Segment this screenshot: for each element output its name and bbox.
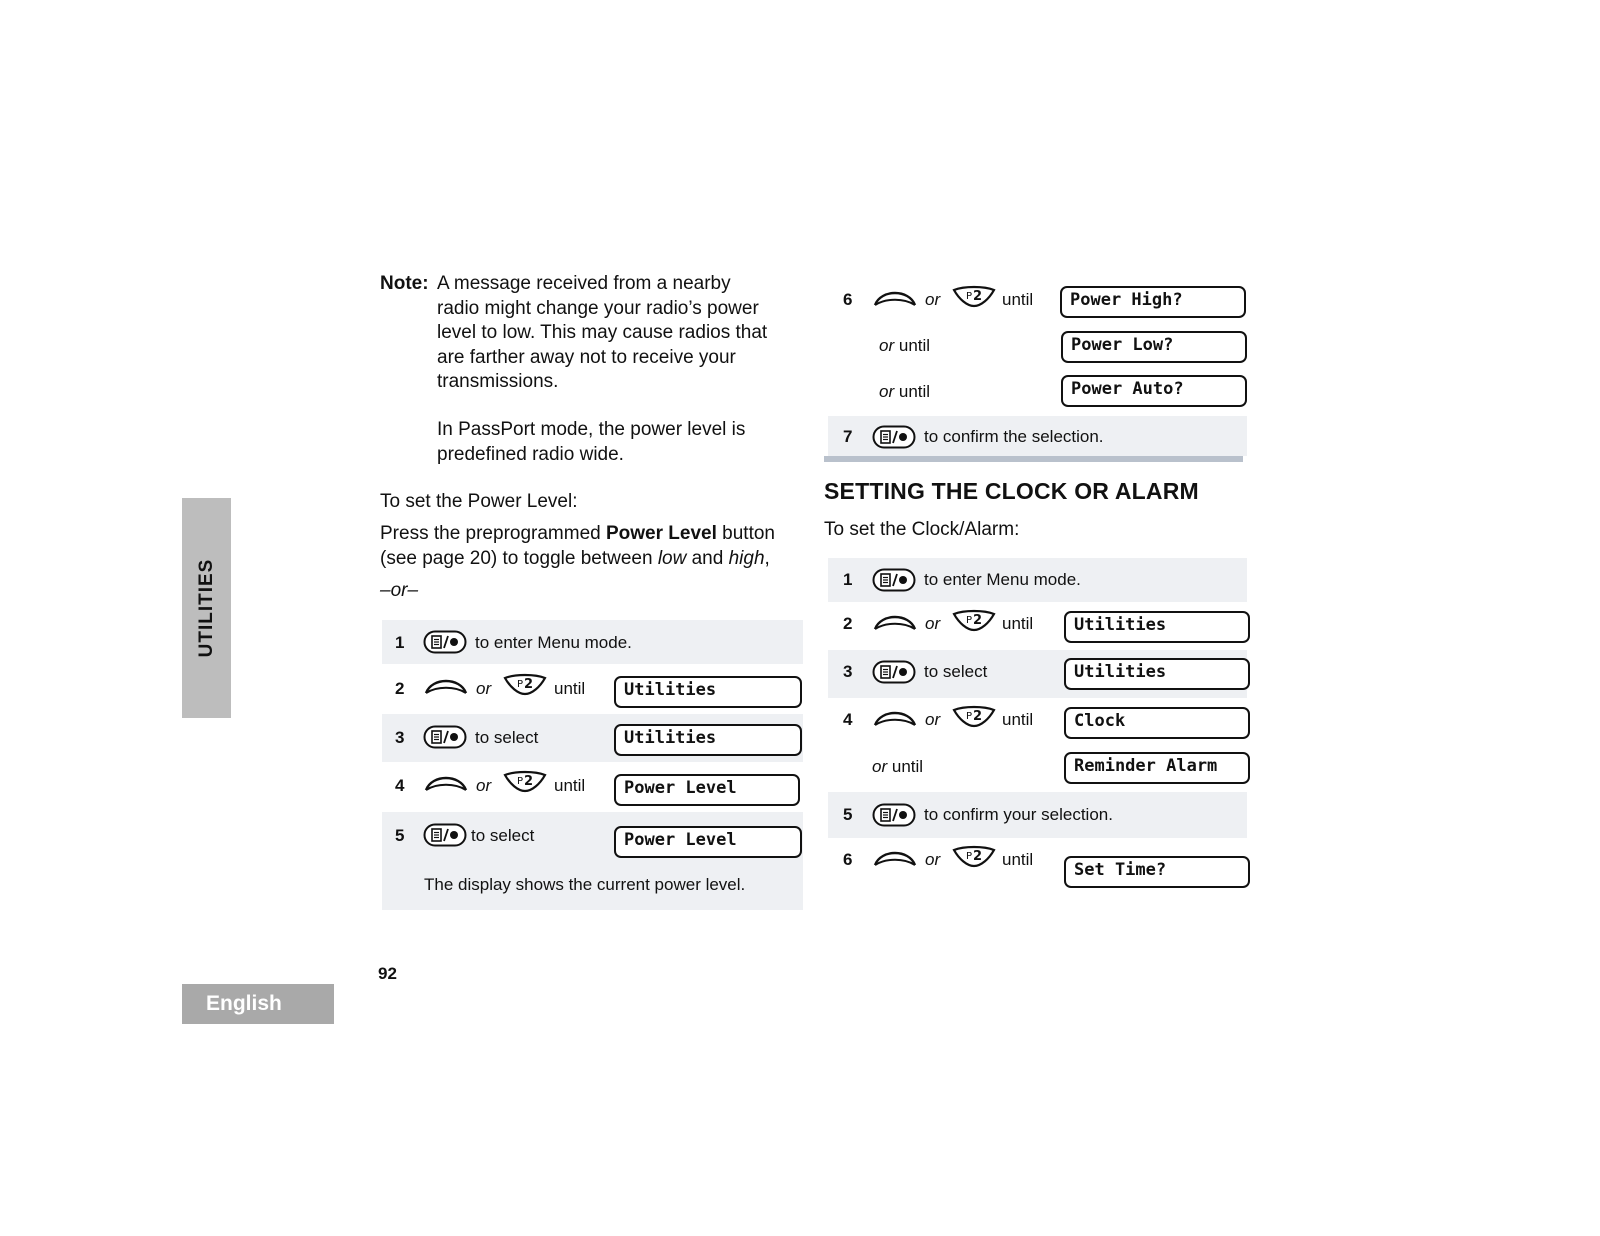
instruction-text: , xyxy=(764,547,770,569)
step-text: to confirm the selection. xyxy=(924,427,1104,446)
until-text: until xyxy=(898,382,931,401)
clock-step-3 xyxy=(828,650,1247,698)
lcd-display: Reminder Alarm xyxy=(1064,752,1250,784)
up-arrow-key-icon xyxy=(872,286,918,310)
until-text: until xyxy=(1002,614,1034,633)
clock-step-5 xyxy=(828,792,1247,838)
menu-select-button-icon xyxy=(872,568,916,592)
or-text: or xyxy=(879,336,895,355)
section-heading: SETTING THE CLOCK OR ALARM xyxy=(824,478,1199,504)
until-text: until xyxy=(1002,710,1034,729)
power-level-intro: To set the Power Level: xyxy=(380,491,578,512)
step-text: to enter Menu mode. xyxy=(475,633,632,652)
step-number: 1 xyxy=(843,570,853,589)
power-step-6-alt-auto xyxy=(828,372,1247,414)
instruction-text: (see page 20) to toggle between xyxy=(380,547,658,569)
until-text: until xyxy=(891,757,924,776)
up-arrow-key-icon xyxy=(872,610,918,634)
step-number: 7 xyxy=(843,427,853,446)
power-step-7 xyxy=(828,416,1247,456)
p2-button-icon xyxy=(951,844,997,870)
power-step-3 xyxy=(382,714,803,762)
p2-button-icon xyxy=(502,769,548,795)
lcd-display: Utilities xyxy=(1064,611,1250,643)
until-text: until xyxy=(898,336,931,355)
lcd-display: Power High? xyxy=(1060,286,1246,318)
clock-step-4 xyxy=(828,698,1247,746)
page-number: 92 xyxy=(378,964,397,983)
clock-step-4-alt xyxy=(828,746,1247,790)
step-number: 6 xyxy=(843,290,853,309)
step-note: The display shows the current power level. xyxy=(424,875,746,894)
step-number: 4 xyxy=(395,776,405,795)
clock-step-6 xyxy=(828,838,1247,896)
section-tab-label: UTILITIES xyxy=(195,558,217,658)
lcd-display: Utilities xyxy=(1064,658,1250,690)
step-number: 3 xyxy=(843,662,853,681)
step-text: to select xyxy=(924,662,988,681)
step-text: to enter Menu mode. xyxy=(924,570,1081,589)
note-line: In PassPort mode, the power level is xyxy=(437,419,746,440)
up-arrow-key-icon xyxy=(872,846,918,870)
or-text: or xyxy=(925,290,941,309)
clock-step-2 xyxy=(828,602,1247,650)
until-text: until xyxy=(1002,850,1034,869)
note-line: level to low. This may cause radios that xyxy=(437,322,768,343)
step-number: 1 xyxy=(395,633,405,652)
or-text: or xyxy=(872,757,888,776)
section-tab-utilities xyxy=(182,498,231,718)
until-text: until xyxy=(554,776,586,795)
p2-button-icon xyxy=(951,704,997,730)
or-text: or xyxy=(476,679,492,698)
lcd-display: Set Time? xyxy=(1064,856,1250,888)
step-number: 6 xyxy=(843,850,853,869)
step-text: to select xyxy=(475,728,539,747)
up-arrow-key-icon xyxy=(423,674,469,698)
instruction-text: and xyxy=(686,547,729,569)
menu-select-button-icon xyxy=(423,725,467,749)
menu-select-button-icon xyxy=(423,823,467,847)
lcd-display: Power Level xyxy=(614,826,802,858)
step-number: 2 xyxy=(843,614,853,633)
language-tab: English xyxy=(182,984,334,1024)
or-text: or xyxy=(925,710,941,729)
p2-button-icon xyxy=(951,608,997,634)
up-arrow-key-icon xyxy=(423,771,469,795)
note-label: Note: xyxy=(380,273,429,294)
step-number: 5 xyxy=(395,826,405,845)
or-text: or xyxy=(925,850,941,869)
step-text: to confirm your selection. xyxy=(924,805,1113,824)
menu-select-button-icon xyxy=(872,803,916,827)
or-text: or xyxy=(476,776,492,795)
power-level-instruction xyxy=(380,522,810,604)
menu-select-button-icon xyxy=(423,630,467,654)
note-line: A message received from a nearby xyxy=(437,273,731,294)
note-line: are farther away not to receive your xyxy=(437,346,736,368)
instruction-text: Press the preprogrammed xyxy=(380,523,606,544)
step-number: 4 xyxy=(843,710,853,729)
or-text: or xyxy=(925,614,941,633)
section-divider xyxy=(824,456,1243,462)
power-level-button-name: Power Level xyxy=(606,523,717,544)
power-step-1 xyxy=(382,620,803,664)
power-step-6-alt-low xyxy=(828,326,1247,372)
low-term: low xyxy=(657,547,687,569)
step-number: 3 xyxy=(395,728,405,747)
note-line: radio might change your radio’s power xyxy=(437,297,759,319)
note-paragraph-1 xyxy=(437,272,807,395)
power-step-2 xyxy=(382,664,803,714)
lcd-display: Utilities xyxy=(614,676,802,708)
lcd-display: Power Level xyxy=(614,774,800,806)
lcd-display: Utilities xyxy=(614,724,802,756)
lcd-display: Power Auto? xyxy=(1061,375,1247,407)
power-step-5 xyxy=(382,812,803,910)
note-paragraph-2 xyxy=(437,418,807,467)
high-term: high xyxy=(728,547,765,569)
p2-button-icon xyxy=(502,672,548,698)
clock-step-1 xyxy=(828,558,1247,602)
note-line: transmissions. xyxy=(437,371,559,392)
or-text: or xyxy=(879,382,895,401)
menu-select-button-icon xyxy=(872,660,916,684)
step-text: to select xyxy=(471,826,535,845)
menu-select-button-icon xyxy=(872,425,916,449)
p2-button-icon xyxy=(951,284,997,310)
instruction-text: button xyxy=(716,523,775,544)
note-line: predefined radio wide. xyxy=(437,443,624,465)
until-text: until xyxy=(1002,290,1034,309)
step-number: 5 xyxy=(843,805,853,824)
lcd-display: Power Low? xyxy=(1061,331,1247,363)
until-text: until xyxy=(554,679,586,698)
up-arrow-key-icon xyxy=(872,706,918,730)
clock-intro: To set the Clock/Alarm: xyxy=(824,519,1020,540)
or-separator: –or– xyxy=(380,580,419,601)
step-number: 2 xyxy=(395,679,405,698)
lcd-display: Clock xyxy=(1064,707,1250,739)
power-step-4 xyxy=(382,762,803,812)
power-step-6 xyxy=(828,280,1247,326)
